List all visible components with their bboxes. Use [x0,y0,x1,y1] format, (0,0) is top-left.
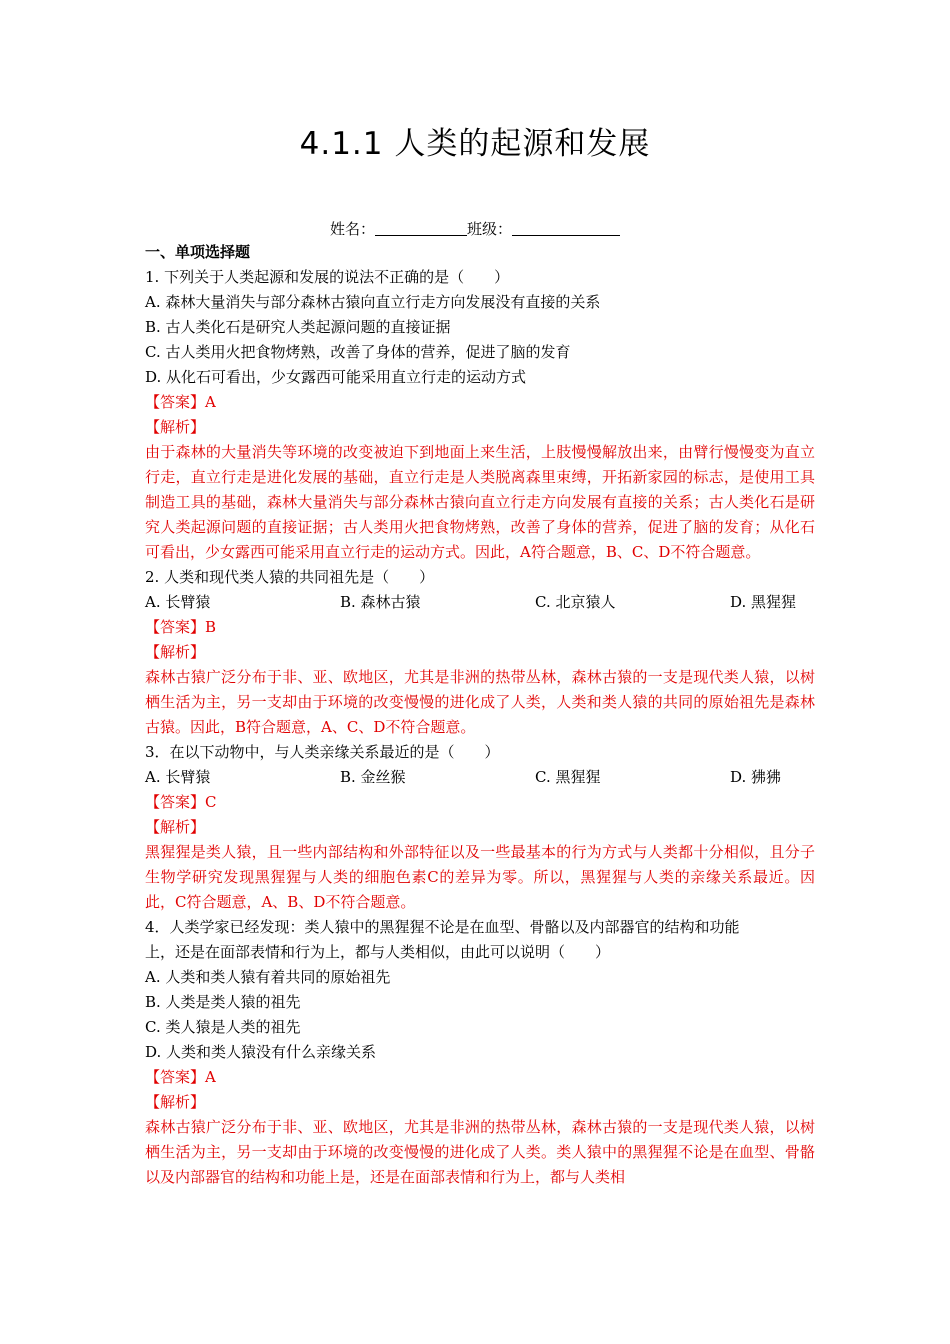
option-d: D. 黑猩猩 [730,593,797,611]
options-row [145,590,815,615]
option-b: B. 人类是类人猿的祖先 [145,993,301,1011]
analysis-label: 【解析】 [145,818,206,836]
class-blank[interactable] [512,221,620,236]
option-c: C. 古人类用火把食物烤熟，改善了身体的营养，促进了脑的发育 [145,343,571,361]
option-d: D. 人类和类人猿没有什么亲缘关系 [145,1043,377,1061]
option-c: C. 类人猿是人类的祖先 [145,1018,301,1036]
answer-line [145,615,815,640]
analysis-label: 【解析】 [145,1093,206,1111]
question-stem: 2. 人类和现代类人猿的共同祖先是（ ） [145,568,435,586]
question-list [145,240,815,1190]
option-b: B. 古人类化石是研究人类起源问题的直接证据 [145,318,451,336]
answer-value: A [205,1068,216,1086]
option-d: D. 狒狒 [730,768,782,786]
option-b: B. 金丝猴 [340,768,406,786]
name-label: 姓名： [329,220,375,238]
question-stem: 4．人类学家已经发现：类人猿中的黑猩猩不论是在血型、骨骼以及内部器官的结构和功能 [145,918,740,936]
answer-value: C [205,793,217,811]
answer-label: 【答案】 [145,393,206,411]
analysis-label: 【解析】 [145,643,206,661]
options-row [145,765,815,790]
option-a: A. 森林大量消失与部分森林古猿向直立行走方向发展没有直接的关系 [145,293,601,311]
option-b: B. 森林古猿 [340,593,421,611]
explanation-text: 黑猩猩是类人猿，且一些内部结构和外部特征以及一些最基本的行为方式与人类都十分相似，且分子生物学研究发现黑猩猩与人类的细胞色素C的差异为零。所以，黑猩猩与人类的亲缘关系最近。因此，C符合题意，A、B、D不符合题意。 [145,843,815,911]
answer-value: B [205,618,217,636]
answer-label: 【答案】 [145,1068,206,1086]
question-stem: 3．在以下动物中，与人类亲缘关系最近的是（ ） [145,743,500,761]
option-c: C. 黑猩猩 [535,768,601,786]
analysis-label: 【解析】 [145,418,206,436]
answer-value: A [205,393,216,411]
question-stem: 1. 下列关于人类起源和发展的说法不正确的是（ ） [145,268,510,286]
answer-line [145,390,815,415]
answer-label: 【答案】 [145,618,206,636]
option-a: A. 长臂猿 [145,768,211,786]
option-c: C. 北京猿人 [535,593,616,611]
answer-line [145,790,815,815]
page-title: 4.1.1 人类的起源和发展 [299,126,651,162]
question-stem-continued: 上，还是在面部表情和行为上，都与人类相似，由此可以说明（ ） [145,943,611,961]
option-d: D. 从化石可看出，少女露西可能采用直立行走的运动方式 [145,368,527,386]
option-a: A. 长臂猿 [145,593,211,611]
name-blank[interactable] [375,221,467,236]
explanation-text: 森林古猿广泛分布于非、亚、欧地区，尤其是非洲的热带丛林，森林古猿的一支是现代类人猿，以树栖生活为主，另一支却由于环境的改变慢慢的进化成了人类，人类和类人猿的共同的原始祖先是森林古猿。因此，B符合题意，A、C、D不符合题意。 [145,668,815,736]
explanation-text: 森林古猿广泛分布于非、亚、欧地区，尤其是非洲的热带丛林，森林古猿的一支是现代类人猿，以树栖生活为主，另一支却由于环境的改变慢慢的进化成了人类。类人猿中的黑猩猩不论是在血型、骨骼以及内部器官的结构和功能上是，还是在面部表情和行为上，都与人类相 [145,1118,815,1186]
option-a: A. 人类和类人猿有着共同的原始祖先 [145,968,391,986]
answer-label: 【答案】 [145,793,206,811]
class-label: 班级： [467,220,513,238]
student-info-line [0,218,950,239]
answer-line [145,1065,815,1090]
explanation-text: 由于森林的大量消失等环境的改变被迫下到地面上来生活，上肢慢慢解放出来，由臂行慢慢变为直立行走，直立行走是进化发展的基础，直立行走是人类脱离森里束缚，开拓新家园的标志，是使用工具制造工具的基础，森林大量消失与部分森林古猿向直立行走方向发展有直接的关系；古人类化石是研究人类起源问题的直接证据；古人类用火把食物烤熟，改善了身体的营养，促进了脑的发育；从化石可看出，少女露西可能采用直立行走的运动方式。因此，A符合题意，B、C、D不符合题意。 [145,443,815,561]
section-heading: 一、单项选择题 [145,243,251,261]
